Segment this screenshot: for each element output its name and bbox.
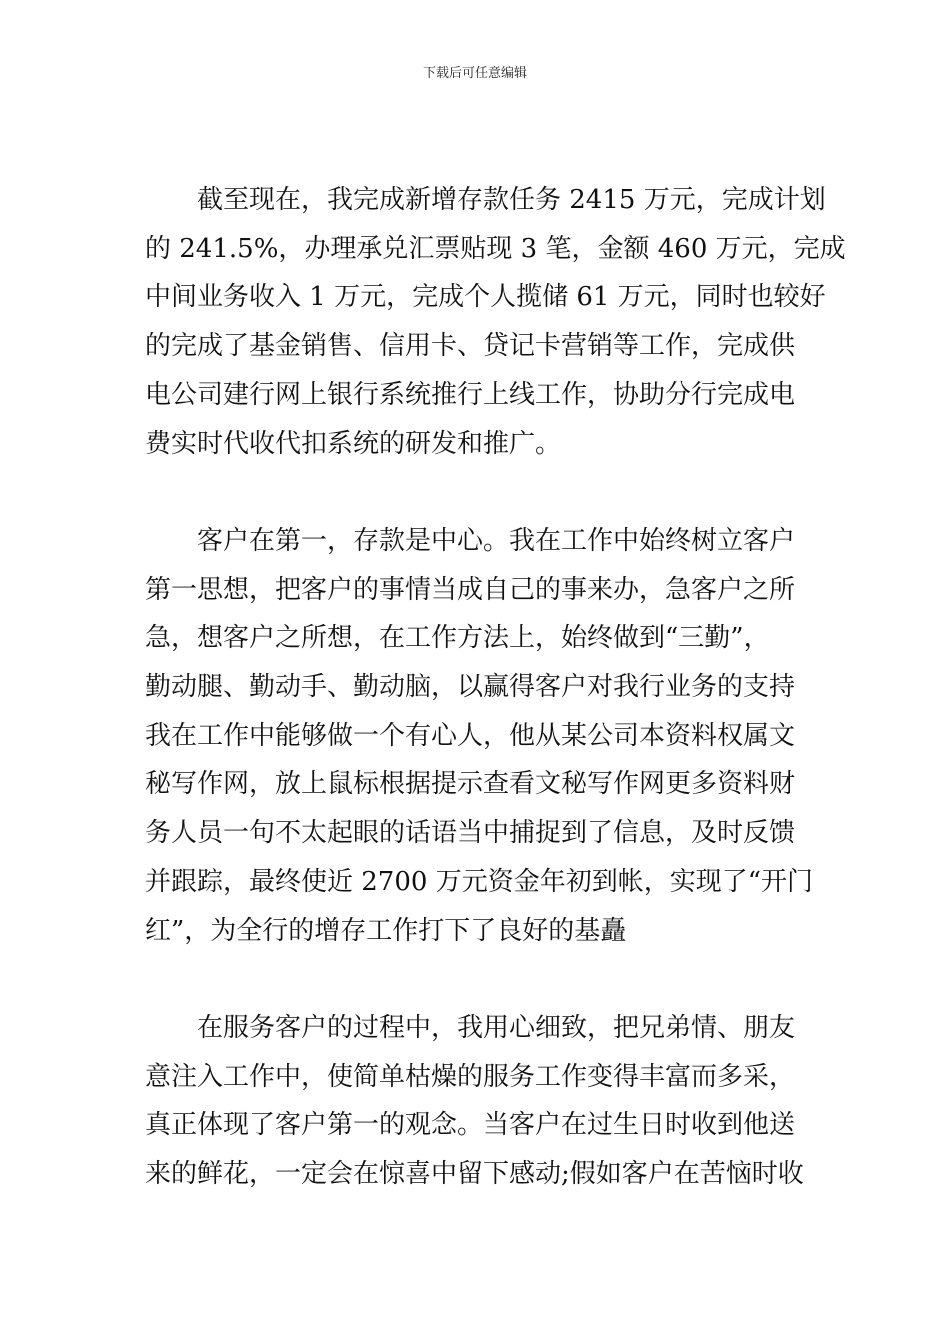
page-header: 下载后可任意编辑 [422, 66, 527, 81]
text-line: 意注入工作中，使简单枯燥的服务工作变得丰富而多采， [145, 1061, 796, 1092]
paragraph-2 [145, 517, 815, 955]
text-line: 并跟踪，最终使近 2700 万元资金年初到帐，实现了“开门 [145, 866, 813, 897]
paragraph-gap [145, 955, 815, 1004]
text-line: 中间业务收入 1 万元，完成个人揽储 61 万元，同时也较好 [145, 282, 826, 313]
text-line: 务人员一句不太起眼的话语当中捕捉到了信息，及时反馈 [145, 818, 796, 849]
text-line: 费实时代收代扣系统的研发和推广。 [145, 428, 562, 459]
document-body [145, 176, 846, 1199]
text-line: 勤动腿、勤动手、勤动脑，以赢得客户对我行业务的支持 [145, 672, 796, 703]
text-line: 的 241.5%，办理承兑汇票贴现 3 笔，金额 460 万元，完成 [145, 233, 846, 264]
text-line: 在服务客户的过程中，我用心细致，把兄弟情、朋友 [197, 1012, 796, 1043]
paragraph-1 [145, 176, 846, 468]
paragraph-3 [145, 1004, 815, 1199]
text-line: 截至现在，我完成新增存款任务 2415 万元，完成计划 [197, 185, 826, 215]
text-line: 急，想客户之所想，在工作方法上，始终做到“三勤”， [145, 623, 770, 654]
text-line: 真正体现了客户第一的观念。当客户在过生日时收到他送 [145, 1110, 796, 1141]
paragraph-gap [145, 468, 815, 517]
text-line: 来的鲜花，一定会在惊喜中留下感动;假如客户在苦恼时收 [145, 1159, 804, 1190]
text-line: 客户在第一，存款是中心。我在工作中始终树立客户 [197, 525, 796, 556]
text-line: 电公司建行网上银行系统推行上线工作，协助分行完成电 [145, 379, 796, 410]
text-line: 我在工作中能够做一个有心人，他从某公司本资料权属文 [145, 720, 796, 751]
text-line: 第一思想，把客户的事情当成自己的事来办，急客户之所 [145, 574, 796, 605]
text-line: 的完成了基金销售、信用卡、贷记卡营销等工作，完成供 [145, 331, 796, 362]
text-line: 红”，为全行的增存工作打下了良好的基矗 [145, 915, 627, 946]
text-line: 秘写作网，放上鼠标根据提示查看文秘写作网更多资料财 [145, 769, 796, 800]
